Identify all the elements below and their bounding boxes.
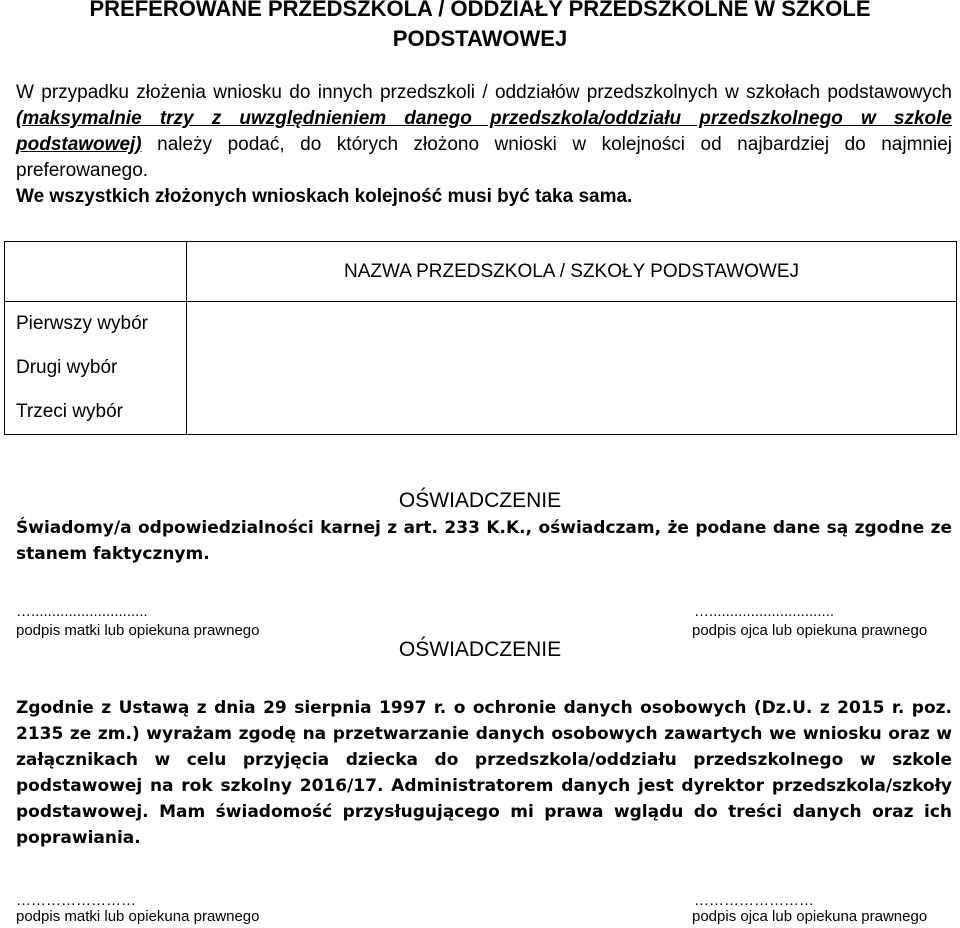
choice-label-third: Trzeci wybór bbox=[5, 390, 187, 434]
preferences-table bbox=[4, 241, 957, 435]
consent-title: OŚWIADCZENIE bbox=[398, 638, 562, 661]
signature-caption-mother: podpis matki lub opiekuna prawnego bbox=[16, 622, 260, 639]
page-title-line-2: PODSTAWOWEJ bbox=[392, 26, 568, 51]
choice-value-third[interactable] bbox=[187, 390, 957, 434]
signature-caption-mother-2: podpis matki lub opiekuna prawnego bbox=[16, 908, 260, 925]
signature-caption-father: podpis ojca lub opiekuna prawnego bbox=[692, 622, 928, 639]
declaration-title: OŚWIADCZENIE bbox=[398, 489, 562, 512]
table-row bbox=[5, 346, 957, 390]
signature-caption-father-2: podpis ojca lub opiekuna prawnego bbox=[692, 908, 928, 925]
table-header-empty-cell bbox=[5, 242, 187, 302]
intro-paragraph bbox=[16, 80, 952, 210]
signature-line-father[interactable]: ….............................. bbox=[694, 603, 835, 620]
table-row bbox=[5, 302, 957, 346]
intro-text-end: należy podać, do których złożono wnioski w kolejności od najbardziej do najmniej preferowanego. bbox=[16, 134, 952, 181]
choice-value-second[interactable] bbox=[187, 346, 957, 390]
intro-emphasis: (maksymalnie trzy z uwzględnieniem danego przedszkola/oddziału przedszkolnego w szkole podstawowej) bbox=[16, 108, 952, 155]
table-row bbox=[5, 390, 957, 434]
intro-bold-note: We wszystkich złożonych wnioskach kolejność musi być taka sama. bbox=[16, 186, 633, 207]
signature-line-father-2[interactable]: …………………… bbox=[694, 892, 814, 909]
page-title bbox=[0, 0, 960, 54]
consent-text: Zgodnie z Ustawą z dnia 29 sierpnia 1997 r. o ochronie danych osobowych (Dz.U. z 2015 r. poz. 2135 ze zm.) wyrażam zgodę na przetwarzanie danych osobowych zawartych we wniosku oraz w załącznikach w celu przyjęcia dziecka do przedszkola/oddziału przedszkolnego w szkole podstawowej na rok szkolny 2016/17. Administratorem danych jest dyrektor przedszkola/szkoły podstawowej. Mam świadomość przysługującego mi prawa wglądu do treści danych oraz ich poprawiania. bbox=[16, 698, 952, 848]
choice-value-first[interactable] bbox=[187, 302, 957, 346]
choice-label-first: Pierwszy wybór bbox=[5, 302, 187, 346]
choice-label-second: Drugi wybór bbox=[5, 346, 187, 390]
table-column-header: NAZWA PRZEDSZKOLA / SZKOŁY PODSTAWOWEJ bbox=[187, 242, 957, 302]
table-header-row bbox=[5, 242, 957, 302]
signature-line-mother-2[interactable]: …………………… bbox=[16, 892, 136, 909]
declaration-text: Świadomy/a odpowiedzialności karnej z art. 233 K.K., oświadczam, że podane dane są zgodne ze stanem faktycznym. bbox=[16, 518, 952, 564]
signature-line-mother[interactable]: …............................ bbox=[16, 603, 148, 620]
page-title-line-1: PREFEROWANE PRZEDSZKOLA / ODDZIAŁY PRZEDSZKOLNE W SZKOLE bbox=[89, 0, 871, 21]
intro-text-start: W przypadku złożenia wniosku do innych przedszkoli / oddziałów przedszkolnych w szkołach podstawowych bbox=[16, 82, 952, 103]
